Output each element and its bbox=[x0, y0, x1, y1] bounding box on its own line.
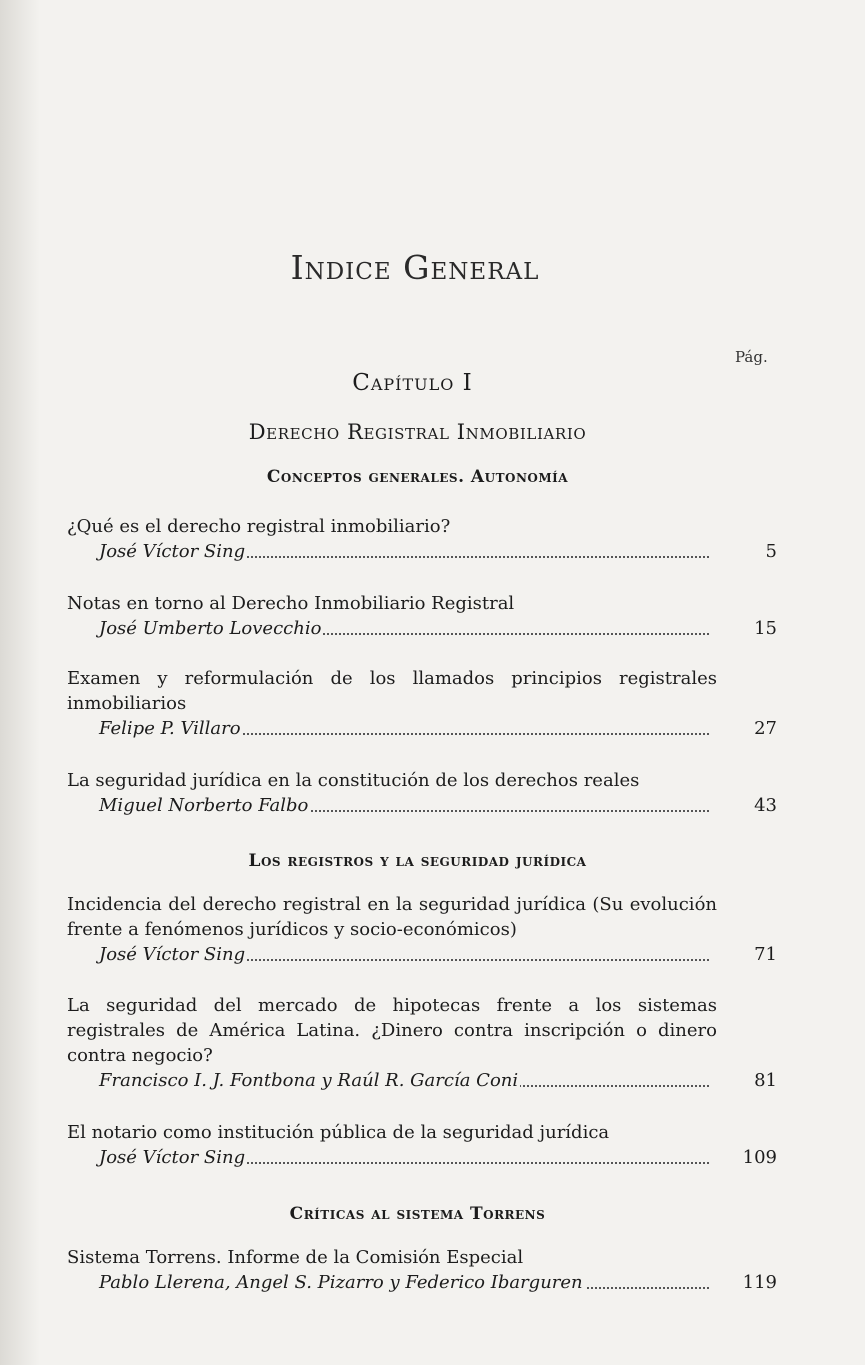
toc-entry[interactable] bbox=[67, 1120, 777, 1170]
entry-author: José Víctor Sing bbox=[99, 944, 246, 965]
entry-page-number: 81 bbox=[754, 1070, 777, 1091]
toc-entry[interactable] bbox=[67, 591, 777, 641]
page-title: Indice General bbox=[290, 248, 540, 287]
entry-title: ¿Qué es el derecho registral inmobiliario? bbox=[67, 516, 451, 537]
entry-title: Examen y reformulación de los llamados principios registrales inmobiliarios bbox=[67, 668, 717, 714]
entry-author-line bbox=[67, 1145, 777, 1170]
toc-entry[interactable] bbox=[67, 993, 777, 1093]
chapter-heading: Capítulo I bbox=[352, 370, 473, 396]
entry-title: La seguridad jurídica en la constitución de los derechos reales bbox=[67, 770, 640, 791]
entry-author-line bbox=[67, 1270, 777, 1295]
entry-page-number: 5 bbox=[765, 541, 777, 562]
section-heading: Los registros y la seguridad jurídica bbox=[248, 851, 587, 871]
entry-page-number: 43 bbox=[754, 795, 777, 816]
entry-title: Sistema Torrens. Informe de la Comisión Especial bbox=[67, 1247, 524, 1268]
entry-author-line bbox=[67, 716, 777, 741]
entry-author: Miguel Norberto Falbo bbox=[99, 795, 309, 816]
entry-author: José Umberto Lovecchio bbox=[99, 618, 322, 639]
entry-title: Incidencia del derecho registral en la seguridad jurídica (Su evolución frente a fenómenos jurídicos y socio-económicos) bbox=[67, 894, 717, 940]
entry-page-number: 119 bbox=[742, 1272, 777, 1293]
entry-author-line bbox=[67, 793, 777, 818]
section-heading: Críticas al sistema Torrens bbox=[289, 1204, 546, 1224]
chapter-subtitle: Derecho Registral Inmobiliario bbox=[248, 420, 587, 444]
entry-page-number: 71 bbox=[754, 944, 777, 965]
entry-author-line bbox=[67, 942, 777, 967]
entry-author: José Víctor Sing bbox=[99, 1147, 246, 1168]
entry-title: El notario como institución pública de la seguridad jurídica bbox=[67, 1122, 610, 1143]
toc-entry[interactable] bbox=[67, 768, 777, 818]
entry-author-line bbox=[67, 539, 777, 564]
toc-entry[interactable] bbox=[67, 514, 777, 564]
entry-title: Notas en torno al Derecho Inmobiliario Registral bbox=[67, 593, 515, 614]
section-heading: Conceptos generales. Autonomía bbox=[266, 467, 569, 487]
entry-page-number: 15 bbox=[754, 618, 777, 639]
entry-author-line bbox=[67, 616, 777, 641]
entry-author: Pablo Llerena, Angel S. Pizarro y Federico Ibarguren bbox=[99, 1272, 583, 1293]
entry-author: Felipe P. Villaro bbox=[99, 718, 241, 739]
entry-author: José Víctor Sing bbox=[99, 541, 246, 562]
entry-author: Francisco I. J. Fontbona y Raúl R. García Coni bbox=[99, 1070, 519, 1091]
entry-page-number: 27 bbox=[754, 718, 777, 739]
entry-author-line bbox=[67, 1068, 777, 1093]
toc-entry[interactable] bbox=[67, 892, 777, 967]
toc-entry[interactable] bbox=[67, 1245, 777, 1295]
entry-title: La seguridad del mercado de hipotecas frente a los sistemas registrales de América Latina. ¿Dinero contra inscripción o dinero contra negocio? bbox=[67, 995, 717, 1066]
entry-page-number: 109 bbox=[742, 1147, 777, 1168]
page-column-label: Pág. bbox=[735, 348, 768, 366]
toc-entry[interactable] bbox=[67, 666, 777, 741]
